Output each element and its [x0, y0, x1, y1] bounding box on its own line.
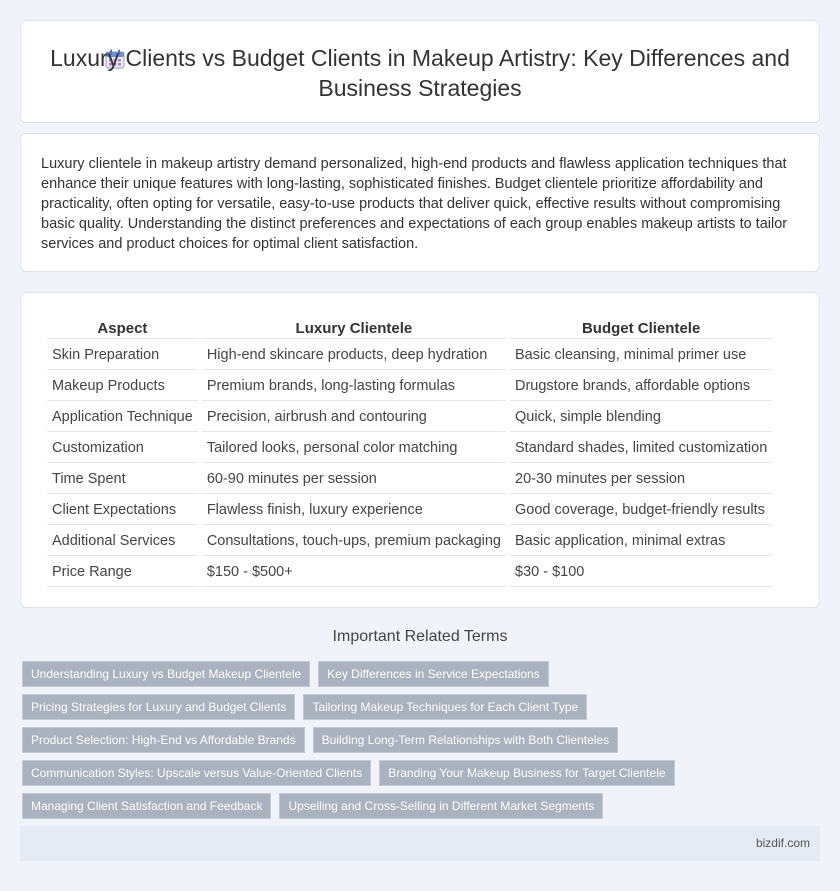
cell-budget: Basic application, minimal extras — [510, 527, 772, 556]
header-budget: Budget Clientele — [510, 317, 772, 339]
intro-paragraph: Luxury clientele in makeup artistry demand personalized, high-end products and flawless application techniques that enhance their unique features with long-lasting, sophisticated finishes. Budget clientele prioritize affordability and practicality, often opting for versatile, easy-to-use products that deliver quick, effective results without compromising basic quality. Understanding the distinct preferences and expectations of each group enables makeup artists to tailor services and product choices for optimal client satisfaction. — [41, 156, 788, 252]
table-row — [47, 403, 772, 432]
related-term-link[interactable]: Communication Styles: Upscale versus Value-Oriented Clients — [22, 760, 371, 786]
related-term-link[interactable]: Understanding Luxury vs Budget Makeup Clientele — [22, 661, 310, 687]
cell-aspect: Client Expectations — [47, 496, 198, 525]
table-row — [47, 434, 772, 463]
cell-luxury: Premium brands, long-lasting formulas — [202, 372, 506, 401]
title-card — [20, 20, 820, 123]
related-term-link[interactable]: Branding Your Makeup Business for Target Clientele — [379, 760, 674, 786]
cell-budget: Quick, simple blending — [510, 403, 772, 432]
table-row — [47, 496, 772, 525]
table-row — [47, 465, 772, 494]
cell-luxury: Flawless finish, luxury experience — [202, 496, 506, 525]
cell-budget: Good coverage, budget-friendly results — [510, 496, 772, 525]
cell-budget: Drugstore brands, affordable options — [510, 372, 772, 401]
related-term-link[interactable]: Managing Client Satisfaction and Feedback — [22, 793, 271, 819]
footer — [20, 826, 820, 861]
table-row — [47, 558, 772, 587]
cell-luxury: High-end skincare products, deep hydration — [202, 341, 506, 370]
header-luxury: Luxury Clientele — [202, 317, 506, 339]
comparison-table — [43, 315, 776, 589]
table-row — [47, 372, 772, 401]
related-term-link[interactable]: Product Selection: High-End vs Affordable Brands — [22, 727, 305, 753]
intro-card — [20, 133, 820, 272]
cell-luxury: 60-90 minutes per session — [202, 465, 506, 494]
cell-budget: $30 - $100 — [510, 558, 772, 587]
cell-aspect: Customization — [47, 434, 198, 463]
cell-aspect: Price Range — [47, 558, 198, 587]
table-row — [47, 527, 772, 556]
related-term-link[interactable]: Tailoring Makeup Techniques for Each Client Type — [303, 694, 587, 720]
table-row — [47, 341, 772, 370]
related-terms-heading: Important Related Terms — [332, 628, 508, 645]
cell-budget: Standard shades, limited customization — [510, 434, 772, 463]
cell-aspect: Application Technique — [47, 403, 198, 432]
related-terms-list — [22, 660, 822, 825]
comparison-table-card — [20, 292, 820, 608]
related-term-link[interactable]: Key Differences in Service Expectations — [318, 661, 549, 687]
cell-luxury: Consultations, touch-ups, premium packaging — [202, 527, 506, 556]
cell-luxury: Tailored looks, personal color matching — [202, 434, 506, 463]
related-term-link[interactable]: Upselling and Cross-Selling in Different Market Segments — [279, 793, 603, 819]
cell-luxury: $150 - $500+ — [202, 558, 506, 587]
cell-aspect: Additional Services — [47, 527, 198, 556]
related-term-link[interactable]: Building Long-Term Relationships with Both Clienteles — [313, 727, 618, 753]
header-aspect: Aspect — [47, 317, 198, 339]
cell-aspect: Time Spent — [47, 465, 198, 494]
page-title: Luxury Clients vs Budget Clients in Makeup Artistry: Key Differences and Business Strategies — [50, 45, 790, 101]
related-term-link[interactable]: Pricing Strategies for Luxury and Budget Clients — [22, 694, 295, 720]
cell-luxury: Precision, airbrush and contouring — [202, 403, 506, 432]
cell-aspect: Skin Preparation — [47, 341, 198, 370]
cell-budget: Basic cleansing, minimal primer use — [510, 341, 772, 370]
footer-brand[interactable]: bizdif.com — [755, 836, 810, 850]
table-header-row — [47, 317, 772, 339]
cell-aspect: Makeup Products — [47, 372, 198, 401]
cell-budget: 20-30 minutes per session — [510, 465, 772, 494]
